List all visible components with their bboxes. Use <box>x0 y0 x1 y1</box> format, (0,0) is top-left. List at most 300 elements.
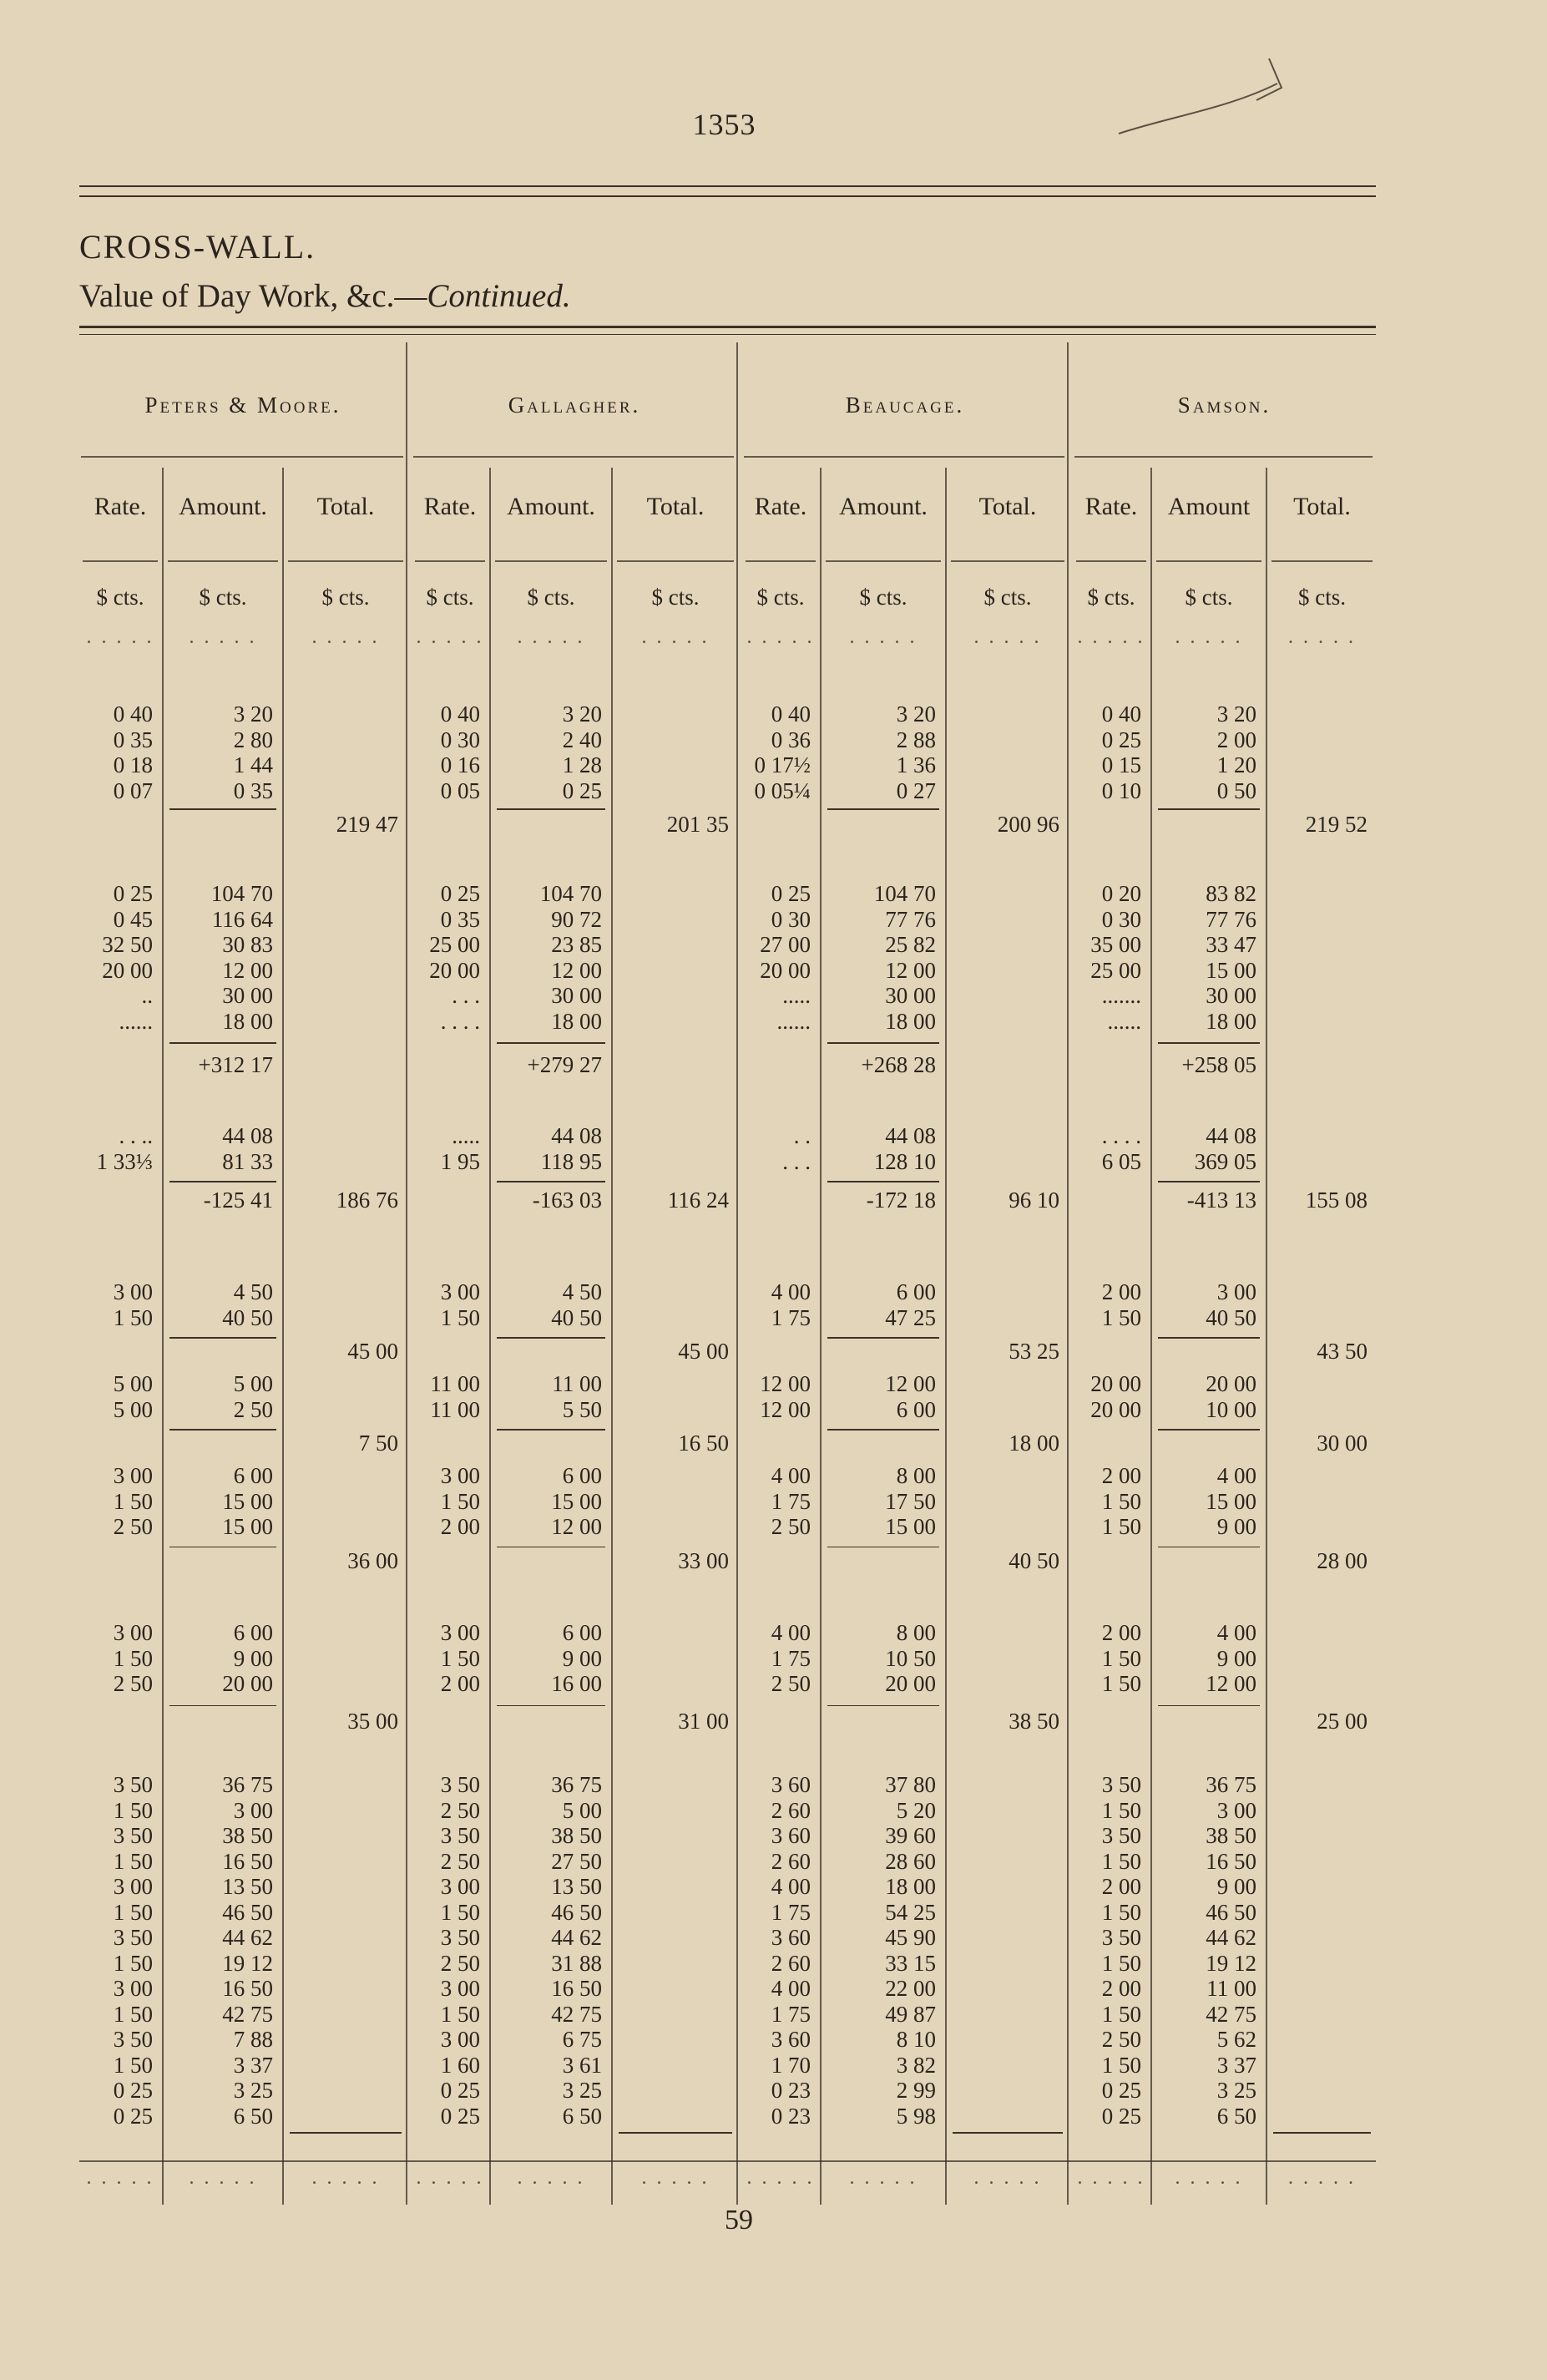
rate-cell: 2 00 <box>440 1514 480 1539</box>
column-header: Rate. <box>754 493 807 520</box>
rate-cell: 0 40 <box>771 701 811 727</box>
leader-dots: . . . . . <box>746 2167 815 2189</box>
rate-cell: 1 50 <box>113 1797 153 1823</box>
amount-cell: 20 00 <box>222 1671 273 1696</box>
rate-cell: 0 30 <box>440 727 480 752</box>
amount-cell: 9 00 <box>1216 1874 1256 1899</box>
sum-line <box>497 808 605 810</box>
amount-cell: 5 00 <box>562 1797 602 1823</box>
amount-cell: 39 60 <box>885 1823 936 1848</box>
sum-line <box>827 1181 939 1182</box>
sum-line <box>169 1705 276 1707</box>
column-header: Amount. <box>179 493 267 520</box>
rate-cell: 32 50 <box>102 932 153 957</box>
rate-cell: 1 75 <box>771 1304 811 1330</box>
sum-line <box>169 1042 276 1044</box>
amount-cell: 4 00 <box>1216 1620 1256 1645</box>
amount-cell: 38 50 <box>222 1823 273 1848</box>
amount-cell: 49 87 <box>885 2001 936 2027</box>
amount-cell: 20 00 <box>885 1671 936 1696</box>
rate-cell: 1 75 <box>771 1645 811 1671</box>
amount-cell: 15 00 <box>1206 1488 1256 1514</box>
rate-cell: 2 50 <box>113 1514 153 1539</box>
amount-cell: 18 00 <box>222 1008 273 1034</box>
rate-cell: 1 50 <box>440 1488 480 1514</box>
unit-header: $ cts. <box>321 585 370 610</box>
amount-cell: 7 88 <box>233 2027 273 2052</box>
leader-dots: . . . . . <box>973 626 1042 648</box>
rate-cell: 11 00 <box>430 1371 480 1396</box>
sum-line <box>1158 808 1260 810</box>
amount-cell: 10 00 <box>1206 1396 1256 1422</box>
amount-cell: 3 00 <box>233 1797 273 1823</box>
amount-cell: 17 50 <box>885 1488 936 1514</box>
total-cell: 201 35 <box>666 812 729 837</box>
rate-cell: 0 23 <box>771 2103 811 2129</box>
amount-cell: 16 50 <box>222 1848 273 1874</box>
rate-cell: 2 00 <box>1101 1279 1141 1304</box>
rate-cell: 0 35 <box>113 727 153 752</box>
rate-cell: 0 40 <box>1101 701 1141 727</box>
total-cell: 155 08 <box>1305 1187 1368 1213</box>
amount-cell: 15 00 <box>1206 957 1256 983</box>
rate-cell: 4 00 <box>771 1874 811 1899</box>
amount-cell: 3 20 <box>562 701 602 727</box>
amount-cell: 83 82 <box>1206 881 1256 906</box>
amount-cell: 116 64 <box>211 906 273 932</box>
total-cell: 45 00 <box>347 1339 398 1364</box>
rate-cell: 2 50 <box>440 1848 480 1874</box>
rate-cell: 1 50 <box>1101 2052 1141 2078</box>
column-header: Total. <box>316 493 375 520</box>
rate-cell: 0 45 <box>113 906 153 932</box>
rate-cell: ..... <box>452 1123 480 1148</box>
unit-header: $ cts. <box>983 585 1032 610</box>
amount-cell: 36 75 <box>1206 1772 1256 1797</box>
amount-cell: 10 50 <box>885 1645 936 1671</box>
amount-cell: 15 00 <box>222 1514 273 1539</box>
rate-cell: 3 50 <box>113 2027 153 2052</box>
total-cell: 186 76 <box>336 1187 398 1213</box>
sum-line <box>827 1042 939 1044</box>
rate-cell: 0 23 <box>771 2078 811 2103</box>
rate-cell: 0 25 <box>1101 2078 1141 2103</box>
amount-cell: 18 00 <box>885 1008 936 1034</box>
rate-cell: 3 00 <box>440 1463 480 1488</box>
amount-cell: 8 00 <box>896 1620 936 1645</box>
amount-cell: 30 00 <box>222 983 273 1008</box>
amount-cell: 9 00 <box>233 1645 273 1671</box>
amount-cell: 36 75 <box>222 1772 273 1797</box>
rate-cell: 20 00 <box>760 957 811 983</box>
unit-header: $ cts. <box>859 585 907 610</box>
amount-cell: 44 62 <box>1206 1925 1256 1950</box>
amount-cell: 3 20 <box>233 701 273 727</box>
total-cell: 18 00 <box>1009 1431 1059 1456</box>
amount-cell: 20 00 <box>1206 1371 1256 1396</box>
rate-cell: ....... <box>1101 983 1141 1008</box>
sum-line <box>619 2132 732 2134</box>
amount-cell: 2 00 <box>1216 727 1256 752</box>
rate-cell: 3 00 <box>113 1620 153 1645</box>
rate-cell: 1 50 <box>1101 1304 1141 1330</box>
subtotal-cell: +279 27 <box>527 1052 602 1077</box>
amount-cell: 90 72 <box>551 906 602 932</box>
sum-line <box>497 1337 605 1339</box>
rate-cell: 1 75 <box>771 2001 811 2027</box>
amount-cell: 36 75 <box>551 1772 602 1797</box>
amount-cell: 18 00 <box>885 1874 936 1899</box>
rate-cell: 0 07 <box>113 777 153 803</box>
rate-cell: 0 18 <box>113 752 153 777</box>
rate-cell: 2 60 <box>771 1950 811 1976</box>
rate-cell: 5 00 <box>113 1371 153 1396</box>
rate-cell: 0 16 <box>440 752 480 777</box>
sum-line <box>953 2132 1063 2134</box>
amount-cell: 40 50 <box>1206 1304 1256 1330</box>
rate-cell: 1 50 <box>1101 2001 1141 2027</box>
amount-cell: 3 20 <box>1216 701 1256 727</box>
rate-cell: 2 50 <box>113 1671 153 1696</box>
amount-cell: 3 25 <box>233 2078 273 2103</box>
amount-cell: 3 82 <box>896 2052 936 2078</box>
rate-cell: 35 00 <box>1090 932 1141 957</box>
amount-cell: 16 50 <box>551 1976 602 2001</box>
amount-cell: 4 50 <box>562 1279 602 1304</box>
rate-cell: 3 50 <box>1101 1823 1141 1848</box>
subtitle-text: Value of Day Work, &c.— <box>79 278 427 314</box>
rate-cell: 1 50 <box>1101 1671 1141 1696</box>
rate-cell: 1 50 <box>1101 1899 1141 1925</box>
amount-cell: 23 85 <box>551 932 602 957</box>
amount-cell: 19 12 <box>222 1950 273 1976</box>
amount-cell: 3 37 <box>233 2052 273 2078</box>
rate-cell: 11 00 <box>430 1396 480 1422</box>
rate-cell: 2 50 <box>771 1671 811 1696</box>
rate-cell: 1 50 <box>1101 1797 1141 1823</box>
total-cell: 16 50 <box>678 1431 729 1456</box>
rate-cell: 20 00 <box>1090 1396 1141 1422</box>
unit-header: $ cts. <box>527 585 575 610</box>
rate-cell: 0 05¼ <box>754 777 811 803</box>
amount-cell: 1 44 <box>233 752 273 777</box>
amount-cell: 6 50 <box>1216 2103 1256 2129</box>
rate-cell: 1 50 <box>440 1304 480 1330</box>
rate-cell: 0 40 <box>440 701 480 727</box>
leader-dots: . . . . . <box>86 2167 154 2189</box>
amount-cell: 5 62 <box>1216 2027 1256 2052</box>
amount-cell: 18 00 <box>1206 1008 1256 1034</box>
amount-cell: 13 50 <box>222 1874 273 1899</box>
rate-cell: 3 50 <box>440 1823 480 1848</box>
leader-dots: . . . . . <box>1288 2167 1356 2189</box>
rate-cell: 0 25 <box>113 881 153 906</box>
total-cell: 30 00 <box>1317 1431 1368 1456</box>
section-title: CROSS-WALL. <box>79 228 316 266</box>
amount-cell: 1 36 <box>896 752 936 777</box>
amount-cell: 3 25 <box>1216 2078 1256 2103</box>
rate-cell: 1 50 <box>113 1304 153 1330</box>
total-cell: 43 50 <box>1317 1339 1368 1364</box>
unit-header: $ cts. <box>1087 585 1135 610</box>
total-cell: 36 00 <box>347 1547 398 1573</box>
sum-line <box>827 1337 939 1339</box>
rate-cell: 0 10 <box>1101 777 1141 803</box>
amount-cell: 12 00 <box>551 957 602 983</box>
rate-cell: 0 25 <box>440 2078 480 2103</box>
leader-dots: . . . . . <box>416 626 484 648</box>
total-cell: 31 00 <box>678 1708 729 1734</box>
subtitle-continued: Continued. <box>427 278 571 314</box>
amount-cell: 2 40 <box>562 727 602 752</box>
amount-cell: 12 00 <box>222 957 273 983</box>
rate-cell: 1 50 <box>113 2001 153 2027</box>
rate-cell: 2 50 <box>771 1514 811 1539</box>
amount-cell: 6 50 <box>233 2103 273 2129</box>
amount-cell: 118 95 <box>540 1148 602 1174</box>
leader-dots: . . . . . <box>517 626 585 648</box>
rate-cell: . . . . <box>440 1008 480 1034</box>
amount-cell: 12 00 <box>551 1514 602 1539</box>
total-cell: 38 50 <box>1009 1708 1059 1734</box>
amount-cell: 46 50 <box>1206 1899 1256 1925</box>
sum-line <box>497 1429 605 1431</box>
rate-cell: ..... <box>782 983 811 1008</box>
amount-cell: 37 80 <box>885 1772 936 1797</box>
rate-cell: 12 00 <box>760 1396 811 1422</box>
amount-cell: 9 00 <box>1216 1514 1256 1539</box>
rate-cell: 20 00 <box>102 957 153 983</box>
rate-cell: 1 50 <box>1101 1514 1141 1539</box>
sum-line <box>169 1337 276 1339</box>
amount-cell: 0 27 <box>896 777 936 803</box>
sum-line <box>1158 1547 1260 1548</box>
rate-cell: 25 00 <box>1090 957 1141 983</box>
margin-scribble <box>1102 50 1302 150</box>
leader-dots: . . . . . <box>849 2167 918 2189</box>
rate-cell: ...... <box>1107 1008 1141 1034</box>
rate-cell: 3 60 <box>771 1823 811 1848</box>
rate-cell: 1 50 <box>113 1488 153 1514</box>
subtotal-cell: +258 05 <box>1181 1052 1256 1077</box>
top-rule <box>79 185 1376 187</box>
total-cell: 53 25 <box>1009 1339 1059 1364</box>
rate-cell: 0 35 <box>440 906 480 932</box>
amount-cell: 12 00 <box>885 1371 936 1396</box>
rate-cell: 0 25 <box>1101 2103 1141 2129</box>
unit-header: $ cts. <box>1298 585 1346 610</box>
amount-cell: 38 50 <box>551 1823 602 1848</box>
rate-cell: 1 50 <box>113 1899 153 1925</box>
rate-cell: 3 00 <box>440 1874 480 1899</box>
amount-cell: 11 00 <box>552 1371 602 1396</box>
leader-dots: . . . . . <box>1175 626 1243 648</box>
sum-line <box>1273 2132 1371 2134</box>
sum-line <box>827 1547 939 1548</box>
amount-cell: 3 00 <box>1216 1797 1256 1823</box>
page-number: 1353 <box>692 108 756 141</box>
rate-cell: 3 50 <box>113 1772 153 1797</box>
rate-cell: 1 95 <box>440 1148 480 1174</box>
total-cell: 200 96 <box>997 812 1059 837</box>
rate-cell: 2 00 <box>1101 1620 1141 1645</box>
rate-cell: 2 50 <box>1101 2027 1141 2052</box>
rate-cell: 0 25 <box>440 881 480 906</box>
rate-cell: ...... <box>776 1008 811 1034</box>
rate-cell: 1 75 <box>771 1899 811 1925</box>
amount-cell: 30 00 <box>885 983 936 1008</box>
rate-cell: 0 25 <box>113 2078 153 2103</box>
top-rule-2 <box>79 195 1376 197</box>
rate-cell: 2 60 <box>771 1797 811 1823</box>
difference-cell: -172 18 <box>866 1187 936 1213</box>
unit-header: $ cts. <box>426 585 474 610</box>
leader-dots: . . . . . <box>1077 626 1145 648</box>
rate-cell: 20 00 <box>429 957 480 983</box>
rate-cell: 1 50 <box>113 1645 153 1671</box>
amount-cell: 104 70 <box>210 881 273 906</box>
rate-cell: 0 40 <box>113 701 153 727</box>
total-cell: 96 10 <box>1009 1187 1059 1213</box>
rate-cell: 3 50 <box>440 1772 480 1797</box>
rate-cell: . . . . <box>1101 1123 1141 1148</box>
rate-cell: 4 00 <box>771 1976 811 2001</box>
amount-cell: 3 61 <box>562 2052 602 2078</box>
amount-cell: 5 00 <box>233 1371 273 1396</box>
amount-cell: 9 00 <box>562 1645 602 1671</box>
unit-header: $ cts. <box>199 585 247 610</box>
rate-cell: 3 50 <box>1101 1925 1141 1950</box>
sum-line <box>497 1181 605 1182</box>
amount-cell: 3 25 <box>562 2078 602 2103</box>
rate-cell: 20 00 <box>1090 1371 1141 1396</box>
total-cell: 45 00 <box>678 1339 729 1364</box>
amount-cell: 25 82 <box>885 932 936 957</box>
amount-cell: 3 37 <box>1216 2052 1256 2078</box>
rate-cell: . . . <box>452 983 480 1008</box>
rate-cell: 3 00 <box>440 1976 480 2001</box>
amount-cell: 30 00 <box>551 983 602 1008</box>
amount-cell: 30 83 <box>222 932 273 957</box>
rate-cell: 1 50 <box>113 1848 153 1874</box>
rate-cell: 1 50 <box>113 2052 153 2078</box>
amount-cell: 4 00 <box>1216 1463 1256 1488</box>
rate-cell: 0 25 <box>113 2103 153 2129</box>
amount-cell: 3 20 <box>896 701 936 727</box>
difference-cell: -413 13 <box>1186 1187 1256 1213</box>
sum-line <box>1158 1429 1260 1431</box>
unit-header: $ cts. <box>96 585 144 610</box>
amount-cell: 2 88 <box>896 727 936 752</box>
total-cell: 116 24 <box>667 1187 729 1213</box>
leader-dots: . . . . . <box>517 2167 585 2189</box>
rate-cell: 1 75 <box>771 1488 811 1514</box>
sum-line <box>169 1547 276 1548</box>
amount-cell: 15 00 <box>222 1488 273 1514</box>
amount-cell: 8 00 <box>896 1463 936 1488</box>
subtotal-cell: +312 17 <box>198 1052 273 1077</box>
sum-line <box>1158 1042 1260 1044</box>
rate-cell: 25 00 <box>429 932 480 957</box>
rate-cell: 1 50 <box>440 1899 480 1925</box>
rate-cell: . . <box>793 1123 811 1148</box>
amount-cell: 38 50 <box>1206 1823 1256 1848</box>
contractor-name: Samson. <box>1177 392 1271 418</box>
rate-cell: 3 00 <box>113 1976 153 2001</box>
column-header: Amount. <box>507 493 595 520</box>
heading-rule-thin <box>79 334 1376 335</box>
rate-cell: 0 05 <box>440 777 480 803</box>
total-cell: 33 00 <box>678 1547 729 1573</box>
rate-cell: 1 50 <box>440 1645 480 1671</box>
rate-cell: 1 50 <box>1101 1645 1141 1671</box>
heading-rule <box>79 326 1376 328</box>
leader-dots: . . . . . <box>746 626 815 648</box>
amount-cell: 6 75 <box>562 2027 602 2052</box>
rate-cell: 3 50 <box>113 1823 153 1848</box>
unit-header: $ cts. <box>651 585 700 610</box>
rate-cell: 2 50 <box>440 1797 480 1823</box>
rate-cell: 1 60 <box>440 2052 480 2078</box>
total-cell: 219 47 <box>336 812 398 837</box>
column-header: Amount <box>1167 493 1251 520</box>
rate-cell: 12 00 <box>760 1371 811 1396</box>
sum-line <box>169 1181 276 1182</box>
rate-cell: 4 00 <box>771 1279 811 1304</box>
amount-cell: 8 10 <box>896 2027 936 2052</box>
amount-cell: 33 15 <box>885 1950 936 1976</box>
amount-cell: 44 08 <box>885 1123 936 1148</box>
amount-cell: 6 00 <box>896 1279 936 1304</box>
amount-cell: 12 00 <box>885 957 936 983</box>
amount-cell: 1 20 <box>1216 752 1256 777</box>
rate-cell: 3 50 <box>113 1925 153 1950</box>
sum-line <box>827 808 939 810</box>
amount-cell: 46 50 <box>551 1899 602 1925</box>
amount-cell: 5 20 <box>896 1797 936 1823</box>
leader-dots: . . . . . <box>189 2167 257 2189</box>
rate-cell: 1 70 <box>771 2052 811 2078</box>
amount-cell: 46 50 <box>222 1899 273 1925</box>
amount-cell: 369 05 <box>1194 1148 1256 1174</box>
rate-cell: 2 00 <box>1101 1976 1141 2001</box>
amount-cell: 0 25 <box>562 777 602 803</box>
amount-cell: 28 60 <box>885 1848 936 1874</box>
amount-cell: 27 50 <box>551 1848 602 1874</box>
amount-cell: 6 00 <box>233 1463 273 1488</box>
amount-cell: 2 99 <box>896 2078 936 2103</box>
rate-cell: 3 00 <box>440 1279 480 1304</box>
rate-cell: 2 00 <box>1101 1874 1141 1899</box>
rate-cell: 3 60 <box>771 1925 811 1950</box>
amount-cell: 15 00 <box>551 1488 602 1514</box>
amount-cell: 13 50 <box>551 1874 602 1899</box>
rate-cell: 0 25 <box>440 2103 480 2129</box>
contractor-name: Peters & Moore. <box>144 392 341 418</box>
total-cell: 7 50 <box>358 1431 398 1456</box>
rate-cell: 0 15 <box>1101 752 1141 777</box>
rate-cell: 1 50 <box>1101 1848 1141 1874</box>
difference-cell: -163 03 <box>532 1187 602 1213</box>
subtotal-cell: +268 28 <box>861 1052 936 1077</box>
amount-cell: 5 50 <box>562 1396 602 1422</box>
sum-line <box>827 1429 939 1431</box>
unit-header: $ cts. <box>756 585 805 610</box>
amount-cell: 44 08 <box>551 1123 602 1148</box>
amount-cell: 81 33 <box>222 1148 273 1174</box>
rate-cell: 27 00 <box>760 932 811 957</box>
sum-line <box>497 1042 605 1044</box>
